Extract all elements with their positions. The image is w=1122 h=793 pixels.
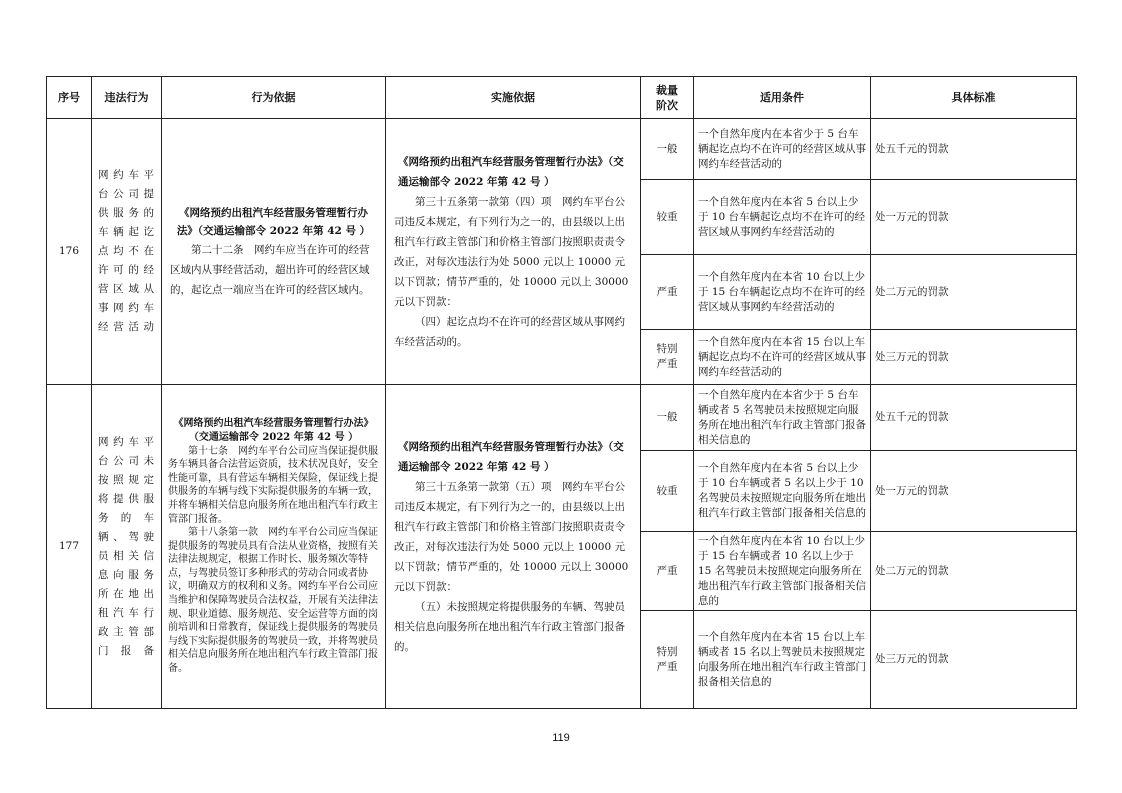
standard-cell: 处二万元的罚款 bbox=[871, 255, 1077, 330]
table-row bbox=[47, 119, 1077, 180]
basis-article: 第十八条第一款 网约车平台公司应当保证提供服务的驾驶员具有合法从业资格，按照有关法律法规规定，根据工作时长、服务频次等特点，与驾驶员签订多种形式的劳动合同或者协议，明确双方的权利和义务。网约车平台公司应当维护和保障驾驶员合法权益，开展有关法律法规、职业道德、服务规范、安全运营等方面的岗前培训和日常教育，保证线上提供服务的驾驶员与线下实际提供服务的驾驶员一致，并将驾驶员相关信息向服务所在地出租汽车行政主管部门报备。 bbox=[168, 527, 378, 675]
level-cell: 较重 bbox=[641, 180, 694, 255]
standard-cell: 处三万元的罚款 bbox=[871, 611, 1077, 709]
condition-cell: 一个自然年度内在本省 10 台以上少于 15 台车辆或者 10 名以上少于 15 名驾驶员未按照规定向服务所在地出租汽车行政主管部门报备相关信息的 bbox=[694, 532, 871, 611]
basis-cell bbox=[162, 385, 386, 709]
table-row bbox=[47, 385, 1077, 451]
condition-cell: 一个自然年度内在本省 5 台以上少于 10 台车辆或者 5 名以上少于 10 名驾驶员未按照规定向服务所在地出租汽车行政主管部门报备相关信息的 bbox=[694, 451, 871, 532]
condition-cell: 一个自然年度内在本省少于 5 台车辆起讫点均不在许可的经营区域从事网约车经营活动的 bbox=[694, 119, 871, 180]
seq-cell: 176 bbox=[47, 119, 92, 385]
behavior-cell: 网约车平台公司未按照规定将提供服务的车辆、驾驶员相关信息向服务所在地出租汽车行政主管部门报备 bbox=[92, 385, 162, 709]
standard-cell: 处三万元的罚款 bbox=[871, 330, 1077, 385]
basis-law-title: 《网络预约出租汽车经营服务管理暂行办法》（交通运输部令 2022 年第 42 号 ） bbox=[176, 206, 371, 237]
level-cell: 特别严重 bbox=[641, 330, 694, 385]
standard-cell: 处二万元的罚款 bbox=[871, 532, 1077, 611]
header-basis: 行为依据 bbox=[162, 77, 386, 119]
level-cell: 一般 bbox=[641, 119, 694, 180]
level-cell: 一般 bbox=[641, 385, 694, 451]
basis-law-title: 《网络预约出租汽车经营服务管理暂行办法》（交通运输部令 2022 年第 42 号 ） bbox=[173, 418, 374, 443]
behavior-cell: 网约车平台公司提供服务的车辆起讫点均不在许可的经营区域从事网约车经营活动 bbox=[92, 119, 162, 385]
implement-cell bbox=[386, 119, 641, 385]
condition-cell: 一个自然年度内在本省 10 台以上少于 15 台车辆起讫点均不在许可的经营区域从事网约车经营活动的 bbox=[694, 255, 871, 330]
level-cell: 严重 bbox=[641, 255, 694, 330]
impl-article: 第三十五条第一款第（五）项 网约车平台公司违反本规定，有下列行为之一的，由县级以上出租汽车行政主管部门和价格主管部门按照职责责令改正，对每次违法行为处 5000 元以上 10000 元以下罚款；情节严重的，处 10000 元以上 30000 元以下罚款： bbox=[394, 480, 629, 593]
header-seq: 序号 bbox=[47, 77, 92, 119]
header-standard: 具体标准 bbox=[871, 77, 1077, 119]
basis-article: 第二十二条 网约车应当在许可的经营区域内从事经营活动，超出许可的经营区域的，起讫点一端应当在许可的经营区域内。 bbox=[170, 243, 370, 296]
standard-cell: 处一万元的罚款 bbox=[871, 451, 1077, 532]
basis-cell bbox=[162, 119, 386, 385]
header-behavior: 违法行为 bbox=[92, 77, 162, 119]
condition-cell: 一个自然年度内在本省 5 台以上少于 10 台车辆起讫点均不在许可的经营区域从事网约车经营活动的 bbox=[694, 180, 871, 255]
header-condition: 适用条件 bbox=[694, 77, 871, 119]
seq-cell: 177 bbox=[47, 385, 92, 709]
penalty-table bbox=[46, 76, 1077, 709]
impl-article: 第三十五条第一款第（四）项 网约车平台公司违反本规定，有下列行为之一的，由县级以上出租汽车行政主管部门和价格主管部门按照职责责令改正，对每次违法行为处 5000 元以上 10000 元以下罚款；情节严重的，处 10000 元以上 30000 元以下罚款： bbox=[394, 195, 629, 308]
header-implement: 实施依据 bbox=[386, 77, 641, 119]
condition-cell: 一个自然年度内在本省少于 5 台车辆或者 5 名驾驶员未按照规定向服务所在地出租汽车行政主管部门报备相关信息的 bbox=[694, 385, 871, 451]
level-cell: 严重 bbox=[641, 532, 694, 611]
impl-item: （五）未按照规定将提供服务的车辆、驾驶员相关信息向服务所在地出租汽车行政主管部门报备的。 bbox=[394, 600, 625, 653]
implement-cell bbox=[386, 385, 641, 709]
standard-cell: 处一万元的罚款 bbox=[871, 180, 1077, 255]
level-cell: 特别严重 bbox=[641, 611, 694, 709]
header-level: 裁量阶次 bbox=[641, 77, 694, 119]
standard-cell: 处五千元的罚款 bbox=[871, 385, 1077, 451]
impl-item: （四）起讫点均不在许可的经营区域从事网约车经营活动的。 bbox=[394, 315, 625, 348]
header-row bbox=[47, 77, 1077, 119]
condition-cell: 一个自然年度内在本省 15 台以上车辆起讫点均不在许可的经营区域从事网约车经营活动的 bbox=[694, 330, 871, 385]
basis-article: 第十七条 网约车平台公司应当保证提供服务车辆具备合法营运资质，技术状况良好，安全性能可靠，具有营运车辆相关保险，保证线上提供服务的车辆与线下实际提供服务的车辆一致，并将车辆相关信息向服务所在地出租汽车行政主管部门报备。 bbox=[168, 445, 378, 525]
level-cell: 较重 bbox=[641, 451, 694, 532]
condition-cell: 一个自然年度内在本省 15 台以上车辆或者 15 名以上驾驶员未按照规定向服务所在地出租汽车行政主管部门报备相关信息的 bbox=[694, 611, 871, 709]
standard-cell: 处五千元的罚款 bbox=[871, 119, 1077, 180]
page-number: 119 bbox=[552, 732, 570, 744]
impl-law-title: 《网络预约出租汽车经营服务管理暂行办法》（交通运输部令 2022 年第 42 号 ） bbox=[398, 155, 624, 188]
impl-law-title: 《网络预约出租汽车经营服务管理暂行办法》（交通运输部令 2022 年第 42 号 ） bbox=[398, 440, 624, 473]
